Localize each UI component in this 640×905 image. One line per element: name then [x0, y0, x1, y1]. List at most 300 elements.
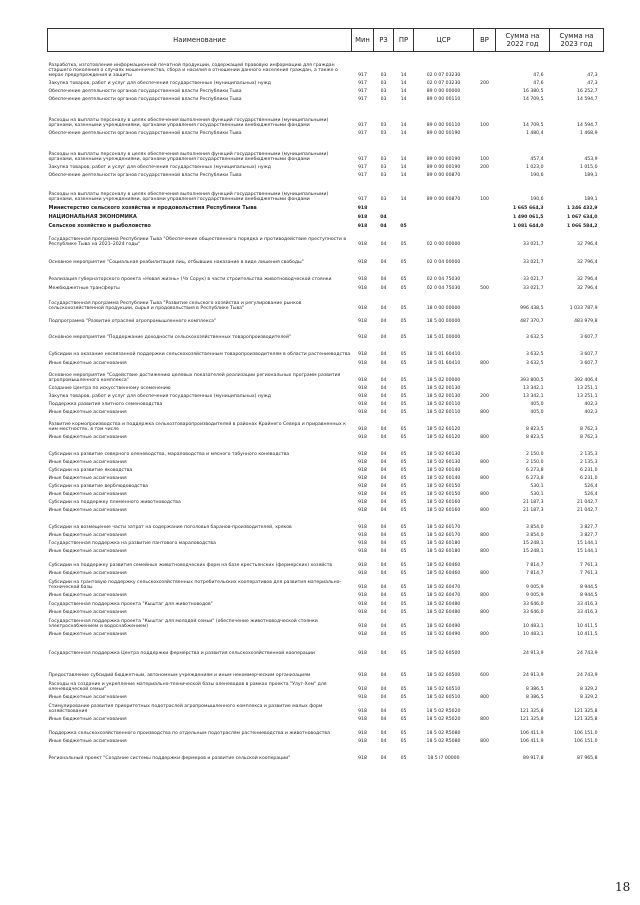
cell-s2023: 6 231,0 [579, 468, 598, 474]
cell-s2023: 13 251,1 [577, 386, 598, 392]
table-row [48, 701, 604, 715]
cell-s2022: 405,0 [530, 410, 544, 416]
cell-min: 917 [358, 157, 367, 163]
cell-s2022: 487 370,7 [520, 319, 544, 325]
cell-csr: 18 5 02 60510 [426, 695, 461, 701]
cell-csr [414, 212, 474, 221]
cell-s2023: 15 144,1 [577, 549, 598, 555]
cell-min: 918 [358, 756, 367, 762]
cell-min: 918 [358, 286, 367, 292]
cell-s2022: 15 248,1 [523, 541, 544, 547]
cell-s2022: 33 021,7 [523, 260, 544, 266]
cell-min: 918 [358, 484, 367, 490]
cell-s2023: 7 761,3 [579, 571, 598, 577]
table-row [48, 266, 604, 283]
cell-s2023: 24 743,9 [577, 651, 598, 657]
cell-vr [474, 171, 496, 179]
cell-name: Государственная поддержка проекта "Кыштаг для молодой семьи" (обеспечение животноводческой стоянки электроснабжением и водоснабжением) [48, 618, 318, 630]
cell-name: Иные бюджетные ассигнования [48, 508, 127, 514]
cell-pr: 05 [400, 352, 407, 358]
header-min: Мин [352, 29, 374, 52]
cell-s2022: 21 187,3 [523, 508, 544, 514]
cell-vr [474, 616, 496, 630]
table-row [48, 608, 604, 616]
cell-s2023: 87 965,8 [577, 756, 598, 762]
cell-pr [394, 212, 414, 221]
cell-rz: 03 [380, 89, 387, 95]
cell-min: 918 [358, 427, 367, 433]
cell-pr: 05 [400, 378, 407, 384]
cell-min: 918 [358, 593, 367, 599]
cell-name: Закупка товаров, работ и услуг для обеспечения государственных (муниципальных) нужд [48, 394, 271, 400]
cell-rz: 04 [380, 571, 387, 577]
cell-s2022: 3 632,5 [525, 352, 544, 358]
cell-s2023: 189,1 [584, 173, 598, 179]
cell-vr [474, 400, 496, 408]
cell-csr: 18 5 I7 00000 [427, 756, 460, 762]
cell-csr: 18 5 02 60140 [426, 468, 461, 474]
cell-rz: 03 [380, 73, 387, 79]
cell-csr: 89 0 00 00000 [426, 89, 461, 95]
cell-name: Развитие кормопроизводства и поддержка сельхозтоваропроизводителей в районах Крайнего Севера и приравненных к ним местностях, в том числе [48, 421, 346, 433]
cell-name: Субсидии на развитие яководства [48, 468, 133, 474]
cell-vr [474, 482, 496, 490]
cell-rz: 04 [380, 468, 387, 474]
cell-csr: 18 5 01 60410 [426, 361, 461, 367]
table-row [48, 569, 604, 577]
budget-table [47, 28, 604, 762]
table-row [48, 539, 604, 547]
table-row [48, 52, 604, 79]
cell-name: Основное мероприятие "Поддержание доходности сельскохозяйственных товаропроизводителей" [48, 335, 292, 341]
cell-vr [474, 95, 496, 103]
cell-name: Подпрограмма "Развитие отраслей агропромышленного комплекса" [48, 319, 217, 325]
cell-name: Закупка товаров, работ и услуг для обеспечения государственных (муниципальных) нужд [48, 165, 271, 171]
cell-rz: 04 [380, 624, 387, 630]
cell-s2023: 392 406,4 [574, 378, 598, 384]
cell-s2023: 402,3 [584, 410, 598, 416]
cell-name: Поддержка развития элитного семеноводства [48, 402, 163, 408]
cell-s2023: 526,4 [584, 484, 598, 490]
cell-pr: 05 [400, 624, 407, 630]
cell-min: 918 [358, 731, 367, 737]
cell-pr: 05 [400, 427, 407, 433]
cell-name: Государственная поддержка Центра поддержки фермерства и развития сельскохозяйственной кооперации [48, 651, 315, 657]
table-row [48, 555, 604, 569]
cell-s2022: 13 342,1 [523, 394, 544, 400]
cell-name: Министерство сельского хозяйства и продовольствия Республики Тыва [48, 205, 257, 212]
cell-name: Расходы на выплаты персоналу в целях обеспечения выполнения функций государственными (муниципальными) органами, казенными учреждениями, органами управления государственными внебюджетными фондами [48, 191, 329, 203]
cell-min: 917 [358, 89, 367, 95]
cell-name: Иные бюджетные ассигнования [48, 460, 127, 466]
cell-pr: 05 [400, 695, 407, 701]
table-row [48, 312, 604, 325]
cell-s2022: 190,6 [530, 197, 544, 203]
cell-s2022: 33 646,0 [523, 610, 544, 616]
cell-pr: 05 [400, 731, 407, 737]
cell-s2022: 16 380,5 [523, 89, 544, 95]
table-row [48, 441, 604, 458]
cell-rz: 04 [380, 286, 387, 292]
cell-s2022: 2 150,0 [525, 452, 544, 458]
cell-vr [474, 52, 496, 79]
cell-vr [474, 514, 496, 531]
cell-min: 918 [358, 610, 367, 616]
cell-rz: 03 [380, 165, 387, 171]
cell-vr: 500 [480, 286, 489, 292]
cell-vr [474, 723, 496, 737]
cell-rz: 04 [380, 549, 387, 555]
cell-s2022: 89 917,8 [523, 756, 544, 762]
cell-min: 918 [358, 277, 367, 283]
cell-csr: 18 5 02 60500 [426, 673, 461, 679]
cell-rz: 04 [380, 476, 387, 482]
cell-name: Сельское хозяйство и рыболовство [48, 223, 151, 230]
cell-vr: 600 [480, 673, 489, 679]
cell-rz: 04 [380, 402, 387, 408]
cell-csr: 18 5 02 60170 [426, 525, 461, 531]
cell-vr [474, 212, 496, 221]
cell-pr: 05 [400, 386, 407, 392]
cell-vr [474, 466, 496, 474]
cell-s2022: 1 023,0 [525, 165, 544, 171]
cell-rz: 04 [380, 492, 387, 498]
header-csr: ЦСР [414, 29, 474, 52]
cell-s2022: 405,0 [530, 402, 544, 408]
table-row [48, 745, 604, 762]
cell-csr: 18 5 02 60130 [426, 460, 461, 466]
cell-rz: 03 [380, 157, 387, 163]
cell-s2023: 16 252,7 [577, 89, 598, 95]
cell-name: Стимулирование развития приоритетных подотраслей агропромышленного комплекса и развитие малых форм хозяйствования [48, 703, 323, 715]
cell-name: Расходы на выплаты персоналу в целях обеспечения выполнения функций государственными (муниципальными) органами, казенными учреждениями, органами управления государственными внебюджетными фондами [48, 151, 329, 163]
cell-name: Иные бюджетные ассигнования [48, 492, 127, 498]
table-row [48, 221, 604, 230]
cell-name: Иные бюджетные ассигнования [48, 361, 127, 367]
cell-name: Разработка, изготовление информационной печатной продукции, содержащей правовую информацию для граждан старшего поколения о случаях мошенничества, сбора и насилия в отношении данного населения граждан, а также о мерах предупреждения и защиты [48, 62, 338, 79]
cell-min: 918 [358, 525, 367, 531]
cell-min: 918 [358, 319, 367, 325]
cell-s2023: 1 468,9 [579, 131, 598, 137]
cell-rz: 04 [380, 306, 387, 312]
cell-s2023: 121 325,8 [574, 709, 598, 715]
cell-min: 918 [358, 673, 367, 679]
cell-rz: 04 [380, 673, 387, 679]
cell-s2022: 9 005,9 [525, 585, 544, 591]
cell-min: 918 [358, 410, 367, 416]
cell-pr: 05 [400, 709, 407, 715]
cell-min: 917 [358, 165, 367, 171]
cell-min: 918 [358, 335, 367, 341]
cell-s2023: 3 607,7 [579, 335, 598, 341]
cell-pr: 05 [400, 484, 407, 490]
cell-csr: 18 5 02 60110 [426, 402, 461, 408]
cell-pr: 05 [400, 286, 407, 292]
cell-s2023: 3 607,7 [579, 352, 598, 358]
cell-min: 918 [358, 717, 367, 723]
table-row [48, 616, 604, 630]
cell-min: 918 [357, 206, 368, 212]
table-row [48, 292, 604, 312]
cell-csr: 89 0 00 00870 [426, 197, 461, 203]
cell-pr: 05 [400, 319, 407, 325]
cell-s2022: 3 632,5 [525, 361, 544, 367]
table-row [48, 514, 604, 531]
cell-pr: 05 [400, 476, 407, 482]
cell-s2023: 47,3 [587, 73, 598, 79]
cell-vr [474, 679, 496, 693]
cell-csr: 18 5 02 60180 [426, 541, 461, 547]
cell-pr: 05 [400, 410, 407, 416]
cell-csr: 89 0 00 00190 [426, 131, 461, 137]
cell-name: Государственная поддержка на развитие пантового мараловодства [48, 541, 216, 547]
cell-s2022: 33 021,7 [523, 277, 544, 283]
cell-name: Субсидии на развитие верблюдоводства [48, 484, 148, 490]
cell-pr: 14 [400, 73, 407, 79]
cell-s2023: 14 594,7 [577, 123, 598, 129]
cell-name: Обеспечение деятельности органов государственной власти Республики Тыва [48, 173, 242, 179]
cell-csr: 89 0 00 00110 [426, 97, 461, 103]
cell-name: Иные бюджетные ассигнования [48, 632, 127, 638]
cell-csr: 18 5 00 00000 [426, 319, 461, 325]
table-row [48, 79, 604, 87]
cell-s2023: 121 325,8 [574, 717, 598, 723]
cell-s2023: 14 594,7 [577, 97, 598, 103]
cell-rz: 04 [380, 352, 387, 358]
cell-s2022: 13 342,1 [523, 386, 544, 392]
cell-rz: 04 [380, 224, 387, 230]
cell-s2022: 10 483,1 [523, 624, 544, 630]
cell-rz: 04 [380, 731, 387, 737]
cell-s2022: 1 665 664,3 [512, 206, 544, 212]
cell-rz: 04 [380, 452, 387, 458]
table-row [48, 103, 604, 129]
cell-s2023: 483 979,8 [574, 319, 598, 325]
cell-s2022: 14 709,5 [523, 123, 544, 129]
cell-s2023: 7 761,3 [579, 563, 598, 569]
cell-pr: 05 [400, 585, 407, 591]
cell-rz: 04 [380, 435, 387, 441]
cell-rz: 03 [380, 123, 387, 129]
table-body [48, 52, 604, 762]
cell-s2022: 1 480,4 [525, 131, 544, 137]
table-row [48, 638, 604, 657]
cell-min: 918 [358, 651, 367, 657]
table-row [48, 630, 604, 638]
cell-s2022: 33 021,7 [523, 286, 544, 292]
cell-s2023: 10 411,5 [577, 624, 598, 630]
cell-s2022: 7 814,7 [525, 563, 544, 569]
cell-csr: 18 5 01 00000 [426, 335, 461, 341]
cell-min: 918 [358, 386, 367, 392]
cell-pr: 14 [400, 165, 407, 171]
cell-csr: 89 0 00 00110 [426, 123, 461, 129]
cell-csr: 18 5 02 60150 [426, 492, 461, 498]
cell-vr: 100 [480, 197, 489, 203]
table-row [48, 498, 604, 506]
cell-rz: 04 [380, 260, 387, 266]
cell-pr: 05 [400, 224, 407, 230]
page-number: 18 [615, 880, 631, 894]
cell-s2023: 8 944,5 [579, 593, 598, 599]
table-row [48, 325, 604, 341]
cell-s2023: 1 015,0 [579, 165, 598, 171]
cell-s2023: 1 067 634,0 [566, 215, 598, 221]
cell-s2023: 32 796,4 [577, 242, 598, 248]
cell-s2022: 33 021,7 [523, 242, 544, 248]
cell-name: Региональный проект "Создание системы поддержки фермеров и развитие сельской кооперации" [48, 756, 291, 762]
header-sum-2022: Сумма на 2022 год [496, 29, 550, 52]
table-row [48, 341, 604, 358]
cell-csr: 18 5 02 00130 [426, 386, 461, 392]
cell-name: Государственная поддержка проекта "Кыштаг для животноводов" [48, 602, 213, 608]
cell-min: 918 [358, 549, 367, 555]
table-row [48, 547, 604, 555]
table-row [48, 95, 604, 103]
cell-name: Иные бюджетные ассигнования [48, 593, 127, 599]
cell-pr: 05 [400, 452, 407, 458]
cell-rz: 04 [380, 563, 387, 569]
cell-csr: 18 5 02 60470 [426, 585, 461, 591]
table-row [48, 163, 604, 171]
table-row [48, 416, 604, 433]
cell-vr: 800 [480, 492, 489, 498]
cell-vr: 800 [480, 571, 489, 577]
table-row [48, 723, 604, 737]
cell-s2023: 8 944,5 [579, 585, 598, 591]
cell-s2022: 3 632,5 [525, 335, 544, 341]
cell-min: 918 [358, 695, 367, 701]
cell-name: Закупка товаров, работ и услуг для обеспечения государственных (муниципальных) нужд [48, 81, 271, 87]
table-row [48, 482, 604, 490]
cell-rz: 04 [380, 215, 387, 221]
cell-vr: 800 [480, 460, 489, 466]
cell-csr: 18 5 02 60160 [426, 508, 461, 514]
table-header-row [48, 29, 604, 52]
header-vr: ВР [474, 29, 496, 52]
cell-name: Обеспечение деятельности органов государственной власти Республики Тыва [48, 131, 242, 137]
cell-s2022: 1 081 644,0 [512, 224, 544, 230]
table-row [48, 392, 604, 400]
cell-min: 917 [358, 197, 367, 203]
cell-csr: 02 0 04 75030 [426, 277, 461, 283]
cell-s2023: 10 411,5 [577, 632, 598, 638]
cell-rz: 04 [380, 484, 387, 490]
table-row [48, 599, 604, 608]
cell-min: 918 [358, 306, 367, 312]
cell-vr: 200 [480, 394, 489, 400]
cell-vr: 800 [480, 610, 489, 616]
cell-vr: 800 [480, 361, 489, 367]
cell-s2022: 24 913,9 [523, 651, 544, 657]
cell-s2022: 190,6 [530, 173, 544, 179]
cell-min: 918 [358, 500, 367, 506]
cell-s2022: 7 814,7 [525, 571, 544, 577]
cell-csr: 02 0 04 75030 [426, 286, 461, 292]
cell-csr: 18 5 02 60160 [426, 500, 461, 506]
cell-min: 918 [358, 378, 367, 384]
cell-min: 918 [358, 352, 367, 358]
cell-csr: 18 5 02 R5080 [426, 731, 461, 737]
cell-min: 918 [358, 476, 367, 482]
cell-s2022: 14 709,5 [523, 97, 544, 103]
cell-vr [474, 248, 496, 266]
cell-s2022: 996 438,5 [520, 306, 544, 312]
cell-vr [474, 441, 496, 458]
cell-rz: 04 [380, 610, 387, 616]
cell-rz: 04 [380, 410, 387, 416]
cell-rz: 04 [380, 602, 387, 608]
cell-s2023: 3 827,7 [579, 525, 598, 531]
cell-pr: 05 [400, 717, 407, 723]
cell-s2023: 33 416,3 [577, 610, 598, 616]
table-row [48, 715, 604, 723]
cell-name: Предоставление субсидий бюджетным, автономным учреждениям и иным некоммерческим организациям [48, 673, 311, 679]
cell-vr: 100 [480, 157, 489, 163]
cell-s2023: 8 762,3 [579, 435, 598, 441]
cell-name: Межбюджетные трансферты [48, 286, 120, 292]
cell-vr [474, 384, 496, 392]
cell-csr: 18 5 02 60480 [426, 602, 461, 608]
cell-pr: 05 [400, 602, 407, 608]
cell-min: 918 [358, 468, 367, 474]
table-row [48, 591, 604, 599]
cell-pr: 05 [400, 651, 407, 657]
cell-vr [474, 325, 496, 341]
table-row [48, 458, 604, 466]
cell-csr: 18 5 02 60510 [426, 687, 461, 693]
cell-name: Основное мероприятие "Содействие достижению целевых показателей реализации региональных программ развития агропромышленного комплекса" [48, 372, 341, 384]
cell-csr: 18 5 02 60120 [426, 427, 461, 433]
table-row [48, 137, 604, 163]
cell-s2022: 8 386,5 [525, 687, 544, 693]
cell-s2022: 33 646,0 [523, 602, 544, 608]
cell-s2023: 33 416,3 [577, 602, 598, 608]
cell-min: 918 [358, 460, 367, 466]
cell-rz: 04 [380, 525, 387, 531]
cell-csr: 18 5 02 60460 [426, 563, 461, 569]
table-row [48, 531, 604, 539]
cell-rz: 04 [380, 632, 387, 638]
cell-s2023: 6 231,0 [579, 476, 598, 482]
cell-min: 917 [358, 123, 367, 129]
cell-vr [474, 416, 496, 433]
cell-name: Иные бюджетные ассигнования [48, 739, 127, 745]
cell-rz: 04 [380, 709, 387, 715]
cell-rz: 04 [380, 508, 387, 514]
cell-rz: 03 [380, 97, 387, 103]
cell-vr [474, 292, 496, 312]
cell-csr: 18 5 02 00130 [426, 394, 461, 400]
cell-s2023: 1 033 787,9 [569, 306, 598, 312]
cell-csr: 18 5 01 60410 [426, 352, 461, 358]
cell-vr: 800 [480, 632, 489, 638]
cell-min: 918 [358, 361, 367, 367]
budget-table-sheet [47, 28, 603, 762]
cell-s2023: 15 144,1 [577, 541, 598, 547]
cell-s2022: 121 325,8 [520, 717, 544, 723]
cell-rz: 04 [380, 394, 387, 400]
cell-min: 918 [357, 224, 368, 230]
cell-rz: 04 [380, 593, 387, 599]
table-row [48, 408, 604, 416]
cell-name: Субсидии на грантовую поддержку сельскохозяйственных потребительских кооперативов для развития материально-технической базы [48, 579, 342, 591]
cell-csr: 89 0 00 00190 [426, 165, 461, 171]
cell-name: Субсидии на поддержку племенного животноводства [48, 500, 181, 506]
cell-rz: 04 [380, 739, 387, 745]
cell-name: Субсидии на оказание несвязанной поддержки сельскохозяйственным товаропроизводителям в области растениеводства [48, 352, 351, 358]
cell-csr: 18 5 02 60470 [426, 593, 461, 599]
